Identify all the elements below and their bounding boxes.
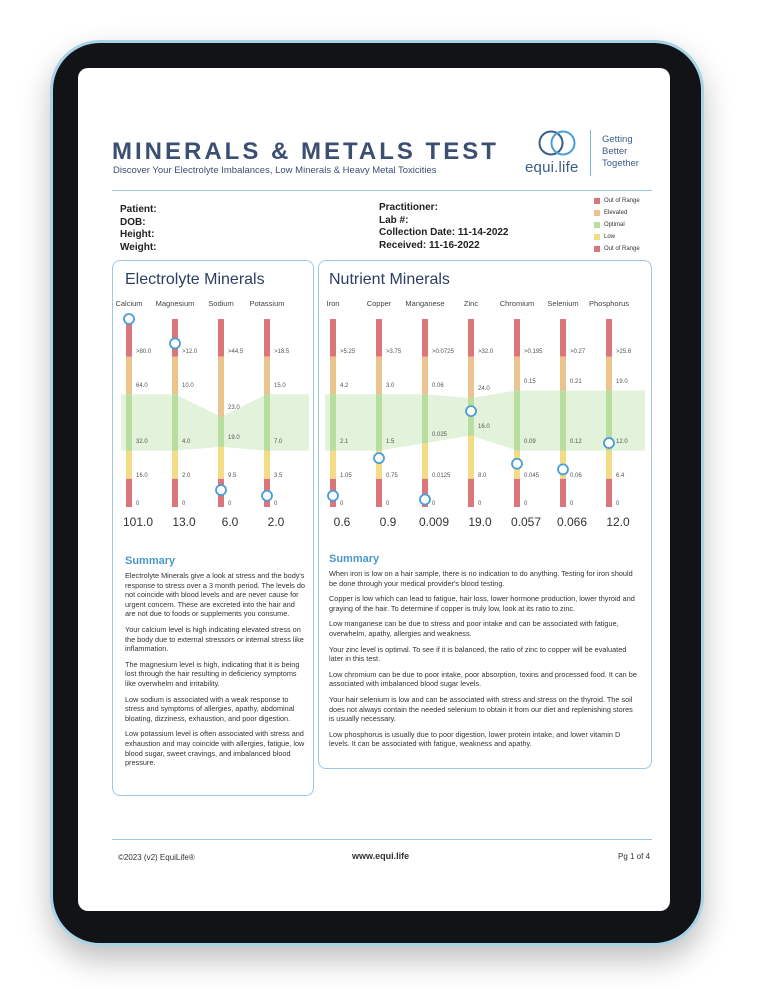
range-bar-segment (606, 451, 612, 479)
range-bar-segment (330, 451, 336, 479)
result-value: 0.066 (556, 515, 588, 529)
range-bar-segment (514, 390, 520, 450)
result-value: 101.0 (122, 515, 154, 529)
nutrient-panel-title: Nutrient Minerals (329, 271, 450, 288)
range-tick-label: 3.0 (386, 382, 395, 389)
range-tick-label: 9.5 (228, 472, 237, 479)
summary-paragraph: The magnesium level is high, indicating that it is being lost through the hair resulting in deficiency symptoms like overwhelm and irritability. (125, 659, 300, 688)
range-bar-segment (172, 451, 178, 479)
legend-item-out-of-range-low: Out of Range (594, 246, 640, 252)
range-bar-segment (422, 357, 428, 395)
result-value: 0.6 (333, 515, 351, 529)
range-tick-label: 64.0 (136, 382, 148, 389)
range-bar-segment (514, 319, 520, 357)
mineral-label: Zinc (463, 299, 479, 308)
range-bar-segment (218, 357, 224, 417)
range-tick-label: >32.0 (478, 348, 494, 355)
range-tick-label: 1.5 (386, 439, 395, 446)
range-tick-label: 1.05 (340, 472, 352, 479)
range-bar-segment (468, 479, 474, 507)
result-marker (558, 464, 568, 474)
optimal-range-band (325, 390, 645, 450)
equilife-rings-icon (534, 128, 580, 158)
mineral-label: Magnesium (155, 299, 195, 308)
range-tick-label: 2.1 (340, 439, 349, 446)
range-bar-segment (514, 479, 520, 507)
summary-paragraph: Low potassium level is often associated with stress and exhaustion and may coincide with allergies, fatigue, low blood sugar, sweet cravings, and imbalanced blood pressure. (125, 729, 305, 768)
header-divider (112, 190, 652, 191)
summary-paragraph: Low sodium is associated with a weak response to stress and symptoms of allergies, apathy, abdominal bloating, dizziness, exhaustion, and poor digestion. (125, 694, 295, 723)
result-marker (170, 338, 180, 348)
range-tick-label: 0 (228, 501, 232, 508)
range-tick-label: 0 (182, 501, 186, 508)
range-tick-label: 0.0125 (432, 472, 451, 479)
range-tick-label: 8.0 (478, 472, 487, 479)
range-tick-label: 4.0 (182, 439, 191, 446)
range-tick-label: 0.75 (386, 472, 398, 479)
range-bar-segment (606, 357, 612, 391)
range-tick-label: >80.0 (136, 348, 152, 355)
range-bar-segment (376, 319, 382, 357)
range-tick-label: 0 (274, 501, 278, 508)
result-marker (124, 314, 134, 324)
range-tick-label: >25.6 (616, 348, 632, 355)
range-tick-label: >0.195 (524, 348, 543, 355)
summary-paragraph: Your hair selenium is low and can be associated with stress and stress on the thyroid. The soil does not always contain the needed selenium to obtain it from our diet and replenishing stores is usually necessary. (329, 694, 633, 724)
electrolyte-panel-title: Electrolyte Minerals (125, 271, 265, 288)
range-bar-segment (126, 394, 132, 450)
result-value: 19.0 (468, 515, 492, 529)
legend-item-low: Low (594, 234, 615, 240)
brand-name: equi.life (525, 159, 579, 176)
summary-paragraph: Electrolyte Minerals give a look at stress and the body's response to stress over a 3 month period. The levels do not coincide with blood levels and are never cause for urgent concern. These are excreted into the hair and are not due to foods or supplements you consume. (125, 571, 305, 619)
footer-divider (112, 839, 652, 840)
range-bar-segment (264, 451, 270, 479)
range-bar-segment (330, 394, 336, 450)
nutrient-panel (318, 260, 652, 769)
range-bar-segment (330, 357, 336, 395)
range-tick-label: 0.21 (570, 378, 582, 385)
summary-paragraph: Low chromium can be due to poor intake, poor absorption, toxins and processed food. It can be associated with imbalanced blood sugar levels. (329, 669, 637, 689)
result-marker (262, 491, 272, 501)
range-tick-label: 0.15 (524, 378, 536, 385)
range-tick-label: 0 (136, 501, 140, 508)
range-tick-label: >0.27 (570, 348, 586, 355)
result-marker (216, 485, 226, 495)
mineral-label: Copper (366, 299, 392, 308)
result-marker (466, 406, 476, 416)
range-bar-segment (422, 443, 428, 479)
result-marker (420, 494, 430, 504)
footer-url[interactable]: www.equi.life (352, 851, 410, 861)
electrolyte-chart (113, 261, 313, 551)
footer-copyright: ©2023 (v2) EquiLife® (118, 853, 195, 862)
range-bar-segment (468, 357, 474, 398)
nutrient-summary-title: Summary (329, 553, 380, 565)
nutrient-chart (319, 261, 651, 551)
result-marker (512, 459, 522, 469)
range-bar-segment (560, 319, 566, 357)
summary-paragraph: Low manganese can be due to stress and poor intake and can be associated with fatigue, overwhelm, apathy, allergies and weakness. (329, 619, 619, 638)
range-tick-label: 3.5 (274, 472, 283, 479)
summary-paragraph: When iron is low on a hair sample, there is no indication to do anything. Testing for iron should be done through your medical provider's blood testing. (329, 569, 633, 588)
brand-tagline: Getting Better Together (602, 134, 639, 169)
range-tick-label: >18.5 (274, 348, 290, 355)
result-marker (328, 491, 338, 501)
summary-paragraph: Low phosphorus is usually due to poor digestion, lower protein intake, and lower vitamin D levels. It can be associated with fatigue, weakness and apathy. (329, 729, 621, 749)
range-tick-label: 2.0 (182, 472, 191, 479)
legend-swatch (594, 234, 600, 240)
result-value: 0.009 (418, 515, 450, 529)
range-tick-label: 12.0 (616, 439, 628, 446)
range-bar-segment (560, 390, 566, 450)
result-value: 6.0 (221, 515, 239, 529)
mineral-label: Sodium (208, 299, 234, 308)
range-bar-segment (376, 394, 382, 450)
range-tick-label: 7.0 (274, 439, 283, 446)
mineral-label: Chromium (499, 299, 535, 308)
range-tick-label: >3.75 (386, 348, 402, 355)
range-bar-segment (606, 319, 612, 357)
mineral-label: Calcium (115, 299, 143, 308)
range-tick-label: 0 (386, 501, 390, 508)
result-value: 2.0 (267, 515, 285, 529)
range-bar-segment (376, 357, 382, 395)
range-bar-segment (422, 319, 428, 357)
range-bar-segment (264, 357, 270, 395)
range-bar-segment (468, 436, 474, 479)
summary-paragraph: Your calcium level is high indicating elevated stress on the body due to external stressors or internal stress like inflammation. (125, 624, 304, 654)
result-marker (604, 438, 614, 448)
range-tick-label: 6.4 (616, 472, 625, 479)
range-tick-label: 0 (570, 501, 574, 508)
range-tick-label: 19.0 (228, 435, 240, 442)
range-bar-segment (264, 319, 270, 357)
report-page (78, 68, 670, 911)
range-tick-label: 0 (524, 501, 528, 508)
range-bar-segment (218, 417, 224, 447)
patient-info-right: Practitioner: Lab #: Collection Date: 11-14-2022 Received: 11-16-2022 (379, 202, 509, 251)
range-tick-label: 23.0 (228, 405, 240, 412)
mineral-label: Phosphorus (588, 299, 630, 308)
range-bar-segment (218, 319, 224, 357)
range-tick-label: >5.25 (340, 348, 356, 355)
range-tick-label: 16.0 (478, 424, 490, 431)
range-tick-label: 10.0 (182, 382, 194, 389)
range-bar-segment (560, 479, 566, 507)
range-tick-label: 0 (340, 501, 344, 508)
electrolyte-panel (112, 260, 314, 796)
range-bar-segment (560, 357, 566, 391)
legend-swatch (594, 246, 600, 252)
range-bar-segment (330, 319, 336, 357)
range-tick-label: >12.0 (182, 348, 198, 355)
range-tick-label: 19.0 (616, 378, 628, 385)
range-bar-segment (126, 479, 132, 507)
summary-paragraph: Copper is low which can lead to fatigue, hair loss, lower hormone production, lower thyroid and graying of the hair. To determine if copper is truly low, look at its ratio to zinc. (329, 594, 635, 613)
nutrient-summary (329, 569, 639, 755)
range-tick-label: 0 (616, 501, 620, 508)
result-value: 12.0 (606, 515, 630, 529)
range-bar-segment (376, 479, 382, 507)
range-tick-label: 0.12 (570, 439, 582, 446)
range-tick-label: 16.0 (136, 472, 148, 479)
legend-item-out-of-range-high: Out of Range (594, 198, 640, 204)
range-legend (594, 196, 664, 256)
range-tick-label: 0.09 (524, 439, 536, 446)
range-tick-label: >44.5 (228, 348, 244, 355)
range-tick-label: 0.025 (432, 431, 448, 438)
legend-swatch (594, 210, 600, 216)
electrolyte-summary (125, 571, 305, 774)
legend-swatch (594, 222, 600, 228)
range-bar-segment (126, 451, 132, 479)
range-tick-label: 24.0 (478, 386, 490, 393)
result-marker (374, 453, 384, 463)
range-bar-segment (172, 479, 178, 507)
report-title: MINERALS & METALS TEST (112, 138, 499, 165)
range-tick-label: 0.06 (432, 382, 444, 389)
summary-paragraph: Your zinc level is optimal. To see if it is balanced, the ratio of zinc to copper will be evaluated later in this test. (329, 644, 627, 664)
range-tick-label: 0 (432, 501, 436, 508)
legend-item-elevated: Elevated (594, 210, 627, 216)
report-subtitle: Discover Your Electrolyte Imbalances, Low Minerals & Heavy Metal Toxicities (113, 165, 437, 176)
patient-info-left: Patient: DOB: Height: Weight: (120, 204, 157, 253)
range-tick-label: >0.0725 (432, 348, 454, 355)
mineral-label: Selenium (547, 299, 579, 308)
mineral-label: Manganese (405, 299, 445, 308)
footer-page-number: Pg 1 of 4 (618, 852, 651, 861)
range-bar-segment (606, 479, 612, 507)
result-value: 13.0 (172, 515, 196, 529)
result-value: 0.9 (379, 515, 397, 529)
legend-item-optimal: Optimal (594, 222, 625, 228)
range-tick-label: 0 (478, 501, 482, 508)
range-tick-label: 0.045 (524, 472, 540, 479)
range-bar-segment (422, 394, 428, 443)
range-bar-segment (218, 447, 224, 479)
range-bar-segment (126, 357, 132, 395)
mineral-label: Potassium (249, 299, 285, 308)
range-bar-segment (264, 394, 270, 450)
mineral-label: Iron (326, 299, 340, 308)
result-value: 0.057 (510, 515, 542, 529)
electrolyte-summary-title: Summary (125, 555, 176, 567)
range-tick-label: 0.06 (570, 472, 582, 479)
range-tick-label: 32.0 (136, 439, 148, 446)
range-bar-segment (514, 357, 520, 391)
range-bar-segment (172, 394, 178, 450)
range-bar-segment (468, 319, 474, 357)
range-bar-segment (172, 357, 178, 395)
brand-divider (590, 130, 591, 176)
range-tick-label: 4.2 (340, 382, 349, 389)
legend-swatch (594, 198, 600, 204)
range-tick-label: 15.0 (274, 382, 286, 389)
